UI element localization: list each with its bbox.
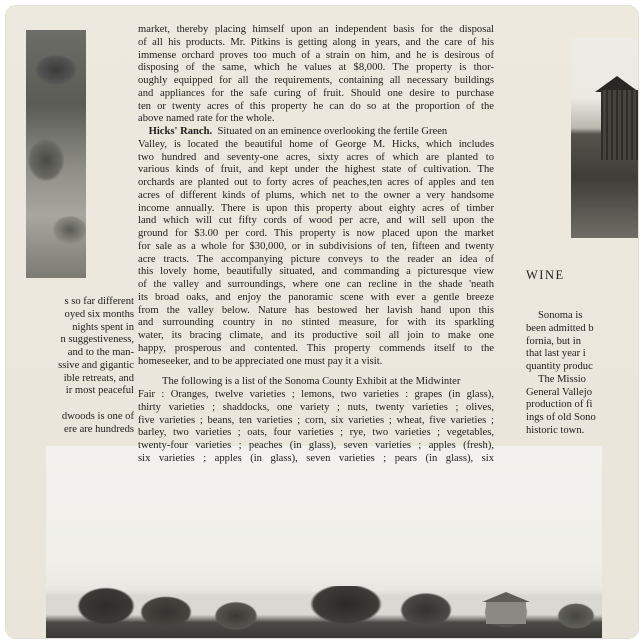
document-page (6, 6, 638, 638)
text-line: of the valley and surroundings, where one can recline in the shade 'neath (138, 279, 494, 290)
text-line: s so far different (64, 296, 134, 307)
paragraph-heading: Hicks' Ranch. (148, 126, 213, 137)
text-line: ible retreats, and (63, 372, 134, 384)
text-line: historic town. (526, 424, 585, 436)
text-line: and appliances for the safe curing of fruit. Should one desire to purchase (138, 87, 494, 99)
text-line: n suggestiveness, (60, 334, 134, 346)
text-line: of all his products. Mr. Pitkins is getting along in years, and the care of his (138, 36, 494, 48)
text-line: various kinds of fruit, and kept under the highest state of cultivation. The (138, 164, 494, 176)
text-line (24, 398, 134, 411)
text-line: and to the man- (67, 347, 134, 358)
text-line: oughly equipped for all the requirements, containing all necessary buildings (138, 75, 494, 86)
left-column-text (24, 296, 134, 436)
text-line: Fair : Oranges, twelve varieties ; lemons, two varieties : grapes (in glass), (138, 389, 494, 400)
text-line: market, thereby placing himself upon an independent basis for the disposal (138, 24, 494, 35)
text-line: six varieties ; apples (in glass), seven varieties ; pears (in glass), six (138, 452, 494, 464)
text-line: production of fi (526, 399, 593, 411)
photo-caption: WINE (526, 268, 565, 282)
text-line: for sale as a whole for $30,000, or in subdivisions of ten, fifteen and twenty (138, 240, 494, 252)
text-line: The Missio (538, 373, 586, 385)
winery-photo-right (571, 38, 638, 238)
text-line: quantity produc (526, 361, 593, 372)
center-column-text (138, 24, 494, 466)
text-line: above named rate for the whole. (138, 113, 275, 125)
right-column-text (526, 310, 638, 438)
text-line: The following is a list of the Sonoma County Exhibit at the Midwinter (162, 376, 461, 388)
text-line: land which will cut fifty cords of wood per acre, and will sell upon the (138, 215, 494, 227)
text-line: income annually. There is upon this property about eighty acres of timber (138, 202, 494, 214)
ranch-house (486, 602, 526, 624)
sticker-card (6, 6, 638, 638)
text-line: happy, prosperous and contented. This property commends itself to the (138, 342, 494, 354)
text-line: thirty varieties ; shaddocks, one variety ; nuts, twenty varieties ; olives, (138, 401, 494, 413)
text-line: orchards are planted out to forty acres of peaches,ten acres of apples and ten (138, 177, 494, 188)
text-line: barley, two varieties ; oats, four varieties ; rye, two varieties ; vegetables, (138, 427, 494, 439)
text-line: dwoods is one of (61, 410, 134, 422)
text-line: its broad oaks, and enjoy the panoramic scene with ever a gentle breeze (138, 291, 494, 303)
text-line: Valley, is located the beautiful home of George M. Hicks, which includes (138, 138, 494, 150)
text-line: been admitted b (526, 322, 594, 334)
paragraph-gap (138, 368, 494, 376)
text-line: Sonoma is (538, 310, 583, 321)
text-line: from the valley below. Nature has bestowed her lavish hand upon this (138, 304, 494, 316)
ranch-landscape-photo (46, 446, 602, 638)
text-line: acres of different kinds of plums, which net to the owner a very handsome (138, 189, 494, 201)
text-line: acre tracts. The accompanying picture conveys to the reader an idea of (138, 253, 494, 265)
text-line: ings of old Sono (526, 412, 596, 423)
text-line: immense orchard proves too much of a strain on him, and he is desirous of (138, 49, 494, 61)
barn (601, 90, 638, 160)
text-line: fornia, but in (526, 335, 582, 347)
text-line: disposing of the same, which he values at $8,000. The property is thor- (138, 62, 494, 74)
text-line: ten or twenty acres of this property he can do so at the proportion of the (138, 100, 494, 112)
text-line: Situated on an eminence overlooking the fertile Green (217, 126, 448, 137)
text-line: ir most peaceful (65, 385, 134, 397)
text-line: ground for $3.00 per cord. This property is now placed upon the market (138, 228, 494, 239)
text-line: that last year i (526, 348, 586, 360)
text-line: this lovely home, beautifully situated, and commanding a picturesque view (138, 266, 494, 278)
text-line: water, its bracing climate, and its productive soil all join to make one (138, 330, 494, 341)
text-line: General Vallejo (526, 386, 592, 398)
text-line: twenty-four varieties ; peaches (in glass), seven varieties ; apples (fresh), (138, 440, 494, 451)
text-line: two hundred and seventy-one acres, sixty acres of which are planted to (138, 151, 494, 163)
paragraph-first-line (138, 126, 494, 139)
text-line: ere are hundreds (64, 423, 134, 435)
text-line: five varieties ; beans, ten varieties ; corn, six varieties ; wheat, five varieties ; (138, 414, 494, 426)
text-line: ssive and gigantic (58, 359, 134, 371)
text-line: oyed six months (64, 308, 134, 320)
orchard-photo-left (26, 30, 86, 278)
text-line: and surrounding country in no stinted measure, for with its sparkling (138, 317, 494, 329)
text-line: nights spent in (72, 321, 134, 333)
text-line: homeseeker, and to be appreciated one must pay it a visit. (138, 355, 383, 367)
